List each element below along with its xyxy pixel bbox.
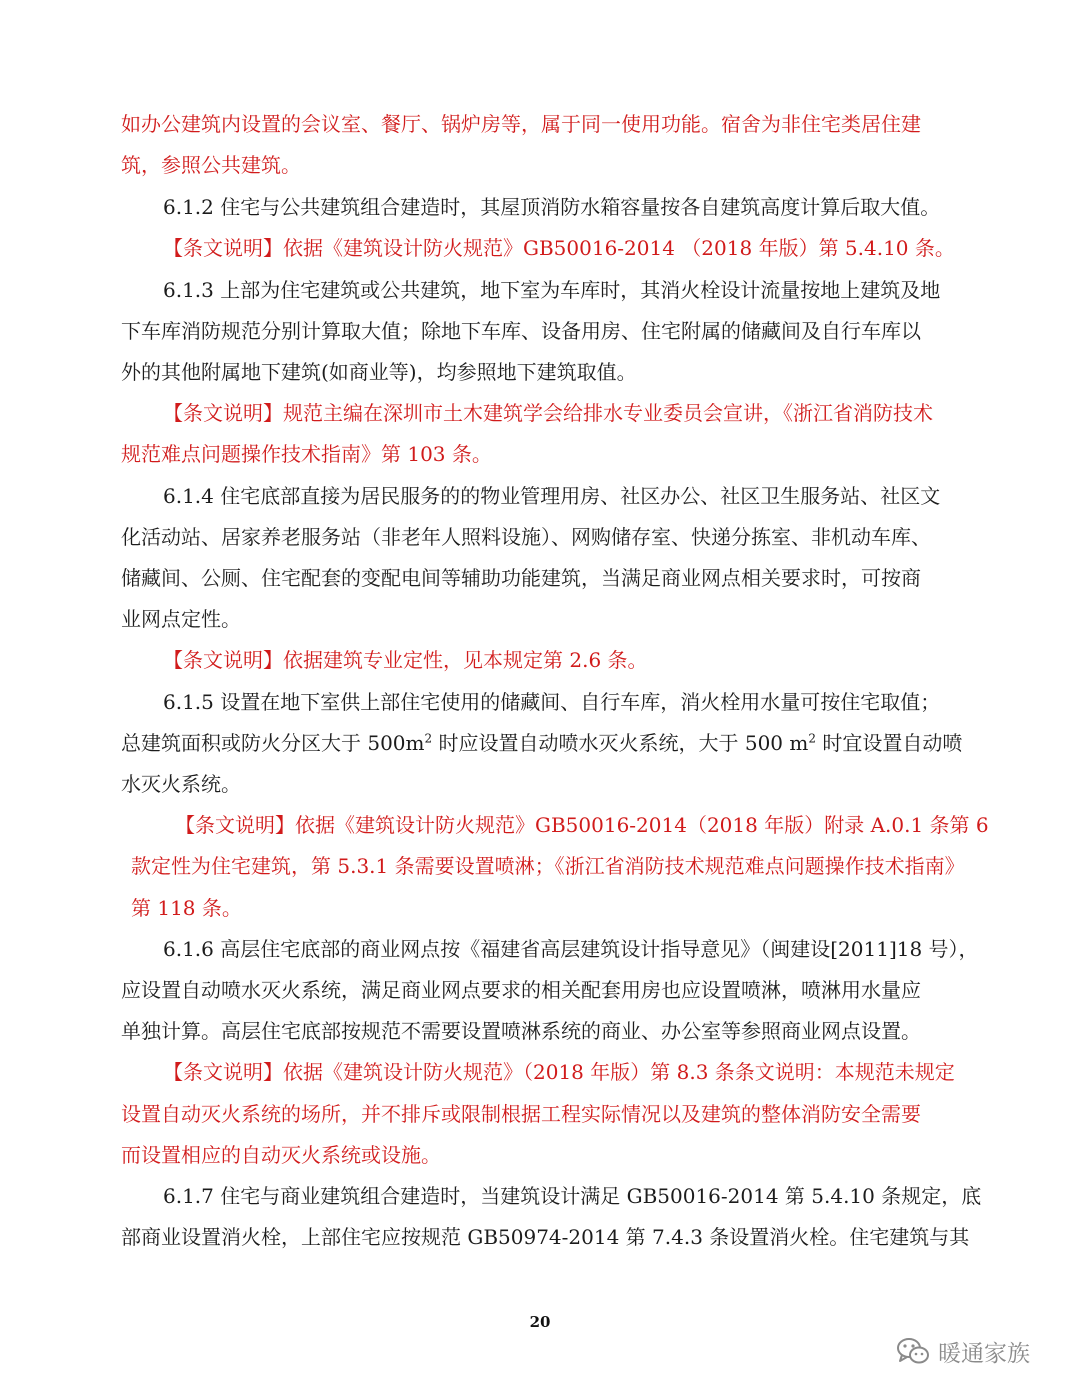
commentary-6-1-5: 【条文说明】依据《建筑设计防火规范》GB50016-2014（2018 年版）附录 A.0.1 条第 6 — [175, 813, 989, 837]
clause-line: 部商业设置消火栓，上部住宅应按规范 GB50974-2014 第 7.4.3 条设置消火栓。住宅建筑与其 — [121, 1225, 970, 1249]
commentary-line: 而设置相应的自动灭火系统或设施。 — [121, 1143, 441, 1167]
commentary-6-1-3: 【条文说明】规范主编在深圳市土木建筑学会给排水专业委员会宣讲，《浙江省消防技术 — [163, 401, 933, 425]
clause-line: 外的其他附属地下建筑(如商业等)，均参照地下建筑取值。 — [121, 360, 637, 384]
clause-6-1-4: 6.1.4 住宅底部直接为居民服务的的物业管理用房、社区办公、社区卫生服务站、社区文 — [163, 484, 941, 508]
clause-6-1-3: 6.1.3 上部为住宅建筑或公共建筑，地下室为车库时，其消火栓设计流量按地上建筑及地 — [163, 278, 941, 302]
clause-line: 单独计算。高层住宅底部按规范不需要设置喷淋系统的商业、办公室等参照商业网点设置。 — [121, 1019, 921, 1043]
clause-line: 储藏间、公厕、住宅配套的变配电间等辅助功能建筑，当满足商业网点相关要求时，可按商 — [121, 566, 921, 590]
clause-line: 业网点定性。 — [121, 607, 241, 631]
commentary-line: 如办公建筑内设置的会议室、餐厅、锅炉房等，属于同一使用功能。宿舍为非住宅类居住建 — [121, 112, 921, 136]
watermark — [896, 1331, 1030, 1371]
commentary-line: 款定性为住宅建筑，第 5.3.1 条需要设置喷淋；《浙江省消防技术规范难点问题操作技术指南》 — [131, 854, 965, 878]
clause-line: 下车库消防规范分别计算取大值；除地下车库、设备用房、住宅附属的储藏间及自行车库以 — [121, 319, 921, 343]
clause-6-1-7: 6.1.7 住宅与商业建筑组合建造时，当建筑设计满足 GB50016-2014 第 5.4.10 条规定，底 — [163, 1184, 982, 1208]
clause-6-1-2: 6.1.2 住宅与公共建筑组合建造时，其屋顶消防水箱容量按各自建筑高度计算后取大值。 — [163, 195, 941, 219]
clause-line: 化活动站、居家养老服务站（非老年人照料设施）、网购储存室、快递分拣室、非机动车库、 — [121, 525, 931, 549]
clause-6-1-5: 6.1.5 设置在地下室供上部住宅使用的储藏间、自行车库，消火栓用水量可按住宅取值； — [163, 690, 941, 714]
commentary-line: 设置自动灭火系统的场所，并不排斥或限制根据工程实际情况以及建筑的整体消防安全需要 — [121, 1102, 921, 1126]
clause-6-1-6: 6.1.6 高层住宅底部的商业网点按《福建省高层建筑设计指导意见》（闽建设[2011]18 号）， — [163, 937, 979, 961]
clause-line: 总建筑面积或防火分区大于 $500m^2$ 时应设置自动喷水灭火系统，大于 500 $m^2$ 时宜设置自动喷 — [121, 731, 963, 755]
clause-line: 应设置自动喷水灭火系统，满足商业网点要求的相关配套用房也应设置喷淋，喷淋用水量应 — [121, 978, 921, 1002]
commentary-6-1-4: 【条文说明】依据建筑专业定性，见本规定第 2.6 条。 — [163, 648, 648, 672]
commentary-line: 第 118 条。 — [131, 896, 242, 920]
commentary-6-1-6: 【条文说明】依据《建筑设计防火规范》（2018 年版）第 8.3 条条文说明：本规范未规定 — [163, 1060, 955, 1084]
commentary-line: 筑，参照公共建筑。 — [121, 153, 301, 177]
commentary-6-1-2: 【条文说明】依据《建筑设计防火规范》GB50016-2014 （2018 年版）第 5.4.10 条。 — [163, 236, 955, 260]
page-number: 20 — [529, 1313, 551, 1331]
commentary-line: 规范难点问题操作技术指南》第 103 条。 — [121, 442, 492, 466]
watermark-text: 暖通家族 — [938, 1340, 1030, 1367]
clause-line: 水灭火系统。 — [121, 772, 241, 796]
wechat-icon — [896, 1336, 930, 1366]
